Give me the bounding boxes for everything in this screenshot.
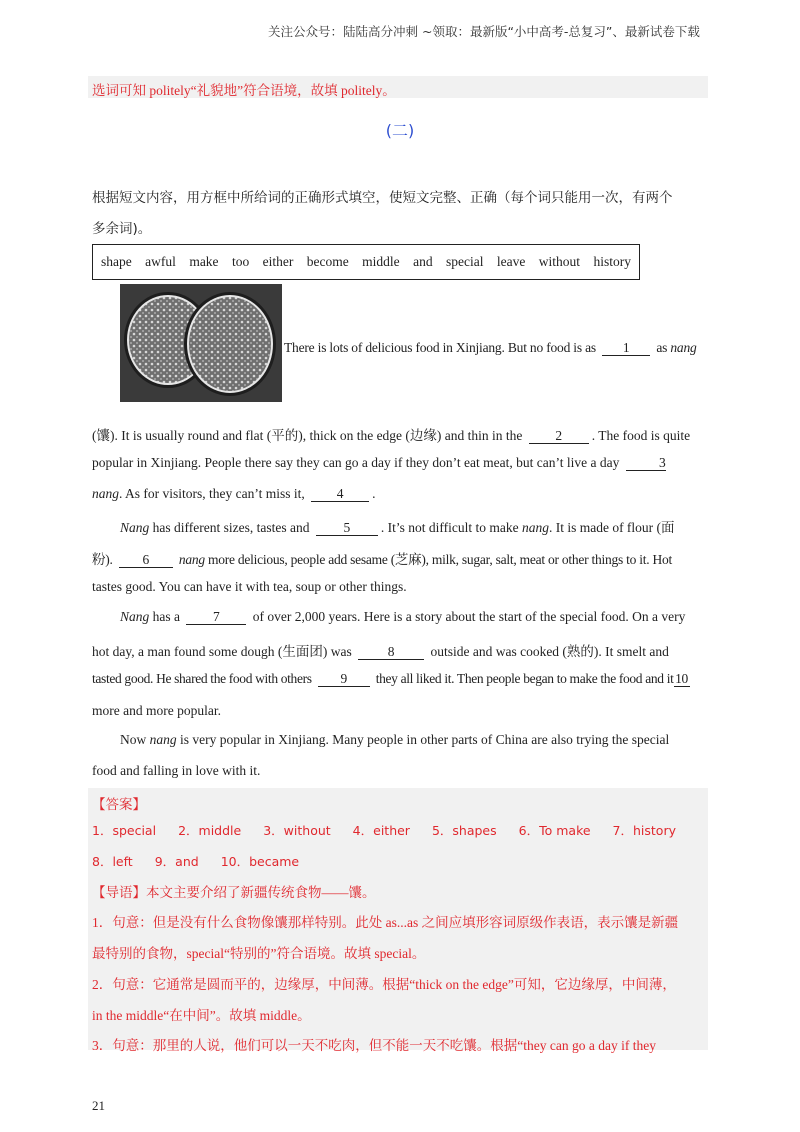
passage-line-9 (92, 640, 669, 660)
blank-9: 9 (318, 672, 370, 687)
passage-text: tasted good. He shared the food with others (92, 671, 312, 686)
blank-10: 10 (675, 671, 688, 686)
passage-text: hot day, a man found some dough (生面团) was (92, 644, 352, 659)
passage-text: nang (92, 486, 119, 501)
passage-line-2 (92, 424, 690, 444)
explanation-1a: 1．句意：但是没有什么食物像馕那样特别。此处 as...as 之间应填形容词原级作表语，表示馕是新疆 (92, 915, 679, 930)
answer-item: 5．shapes (431, 823, 497, 838)
answer-item: 4．either (352, 823, 410, 838)
section-title: (二) (385, 121, 415, 140)
passage-text: is very popular in Xinjiang. Many people in other parts of China are also trying the special (180, 732, 670, 747)
passage-line-1 (284, 340, 697, 356)
passage-text: has a (152, 609, 181, 624)
blank-6: 6 (119, 553, 173, 568)
word-box-item: middle (362, 254, 400, 269)
word-box-item: history (593, 254, 631, 269)
word-box-item: special (445, 254, 484, 269)
page-number: 21 (92, 1098, 105, 1113)
answer-label: 【答案】 (92, 797, 146, 812)
passage-text: Now (120, 732, 147, 747)
passage-text: (馕). It is usually round and flat (平的), thick on the edge (边缘) and thin in the (92, 428, 523, 443)
word-box-item: and (413, 254, 433, 269)
passage-text: nang (178, 552, 205, 567)
passage-line-8 (120, 609, 685, 625)
passage-line-6 (92, 548, 672, 568)
passage-text: . The food is quite (591, 428, 691, 443)
answer-item: 1．special (92, 823, 157, 838)
nang-bread-image (120, 284, 282, 402)
passage-text: 粉). (92, 552, 113, 567)
word-box-item: too (231, 254, 250, 269)
page-header: 关注公众号：陆陆高分冲刺 ~领取：最新版“小中高考-总复习”、最新试卷下载 (268, 24, 700, 39)
blank-3: 3 (626, 456, 666, 471)
passage-text: nang (521, 520, 549, 535)
blank-4: 4 (311, 487, 369, 502)
blank-5: 5 (316, 521, 378, 536)
passage-text: nang (149, 732, 177, 747)
answer-item: 7．history (612, 823, 676, 838)
explanation-2a: 2．句意：它通常是圆而平的，边缘厚，中间薄。根据“thick on the edge”可知，它边缘厚，中间薄， (92, 977, 676, 992)
passage-text: There is lots of delicious food in Xinjiang. But no food is as (284, 340, 596, 355)
answer-item: 9．and (154, 854, 199, 869)
passage-text: . It’s not difficult to make (380, 520, 519, 535)
guide-label: 【导语】本文主要介绍了新疆传统食物——馕。 (92, 885, 376, 900)
passage-line-3 (92, 455, 669, 471)
prev-answer-text: 选词可知 politely“礼貌地”符合语境，故填 politely。 (92, 83, 396, 98)
explanation-1b: 最特别的食物，special“特别的”符合语境。故填 special。 (92, 946, 426, 961)
blank-8: 8 (358, 645, 424, 660)
word-box (92, 244, 640, 280)
answer-item: 6．To make (518, 823, 591, 838)
word-box-item: become (306, 254, 349, 269)
blank-2: 2 (529, 429, 589, 444)
word-box-item: without (538, 254, 581, 269)
passage-line-10 (92, 671, 690, 687)
passage-line-7: tastes good. You can have it with tea, soup or other things. (92, 579, 407, 594)
passage-text: outside and was cooked (熟的). It smelt and (430, 644, 669, 659)
explanation-3a: 3．句意：那里的人说，他们可以一天不吃肉，但不能一天不吃馕。根据“they can go a day if they (92, 1038, 656, 1053)
passage-text: more delicious, people add sesame (芝麻), milk, sugar, salt, meat or other things to it. Hot (208, 552, 672, 567)
instruction-line-2: 多余词)。 (92, 221, 152, 237)
answer-row-2 (92, 852, 299, 870)
answer-item: 2．middle (178, 823, 242, 838)
word-box-item: awful (145, 254, 176, 269)
instruction-line-1: 根据短文内容，用方框中所给词的正确形式填空，使短文完整、正确（每个词只能用一次，有两个 (92, 190, 673, 206)
blank-1: 1 (602, 341, 650, 356)
passage-line-11: more and more popular. (92, 703, 221, 718)
answer-item: 3．without (263, 823, 331, 838)
word-box-item: either (262, 254, 294, 269)
blank-7: 7 (186, 610, 246, 625)
passage-text: popular in Xinjiang. People there say they can go a day if they don’t eat meat, but can’t live a day (92, 455, 620, 470)
passage-line-5 (120, 516, 675, 536)
passage-line-4 (92, 486, 376, 502)
word-box-item: leave (496, 254, 526, 269)
passage-text: they all liked it. Then people began to make the food and it (375, 671, 674, 686)
passage-text: has different sizes, tastes and (152, 520, 310, 535)
word-box-item: shape (101, 254, 132, 269)
explanation-2b: in the middle“在中间”。故填 middle。 (92, 1008, 311, 1023)
word-box-item: make (189, 254, 219, 269)
answer-row-1 (92, 821, 676, 839)
passage-text: Nang (120, 520, 150, 535)
answer-item: 10．became (220, 854, 300, 869)
passage-text: . It is made of flour (面 (548, 520, 675, 535)
passage-text: of over 2,000 years. Here is a story about the start of the special food. On a very (252, 609, 686, 624)
passage-text: nang (670, 340, 697, 355)
passage-text: . (372, 486, 376, 501)
passage-line-12 (120, 732, 669, 748)
answer-item: 8．left (92, 854, 133, 869)
passage-text: . As for visitors, they can’t miss it, (119, 486, 305, 501)
passage-line-13: food and falling in love with it. (92, 763, 261, 778)
passage-text: Nang (120, 609, 150, 624)
passage-text: as (656, 340, 668, 355)
